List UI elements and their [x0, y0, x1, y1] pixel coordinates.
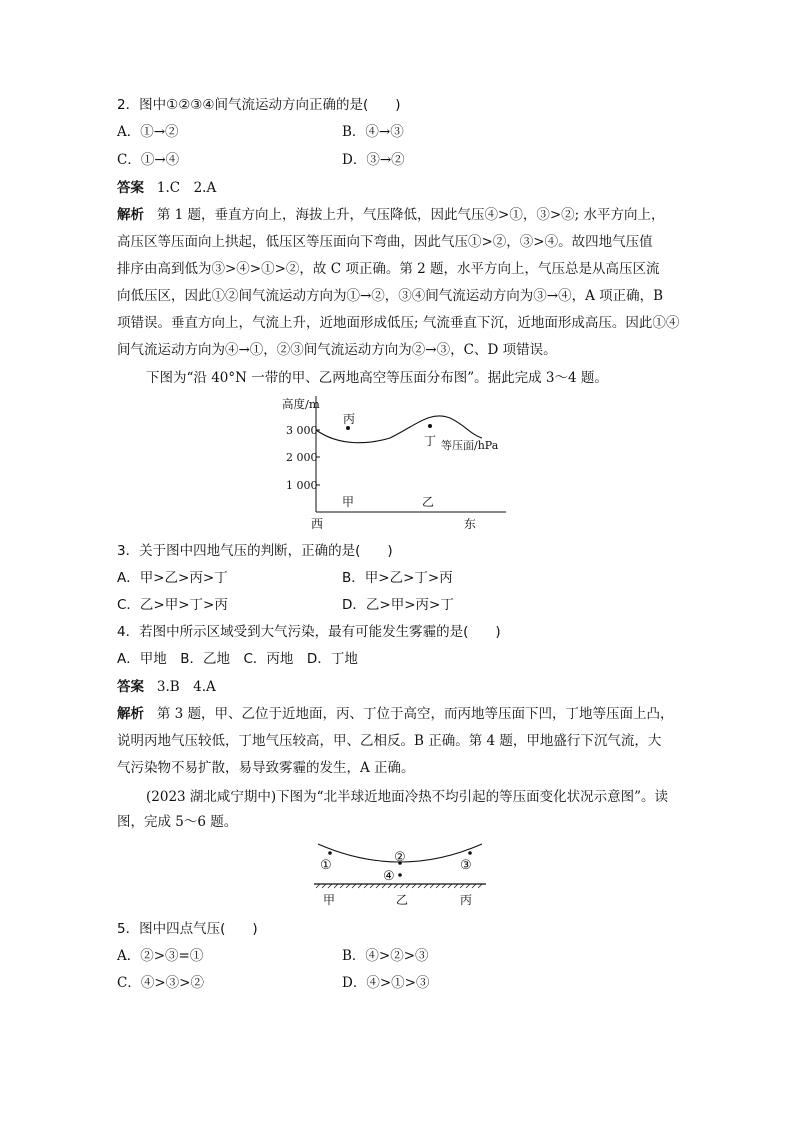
- q2-stem: 2．图中①②③④间气流运动方向正确的是( ): [117, 97, 401, 113]
- q3-option-b: B．甲>乙>丁>丙: [342, 570, 453, 586]
- point-3: [468, 851, 472, 855]
- cold-hot-isobaric-figure: [310, 840, 490, 910]
- q3-option-a: A．甲>乙>丙>丁: [117, 570, 228, 586]
- q5-option-b: B．④>②>③: [342, 948, 429, 964]
- answer-text: 3.B 4.A: [156, 679, 216, 695]
- point-4-label: ④: [383, 869, 395, 884]
- q4-stem: 4．若图中所示区域受到大气污染，最有可能发生雾霾的是( ): [117, 624, 501, 640]
- point-bing: [346, 426, 350, 430]
- point-bing-label: 丙: [343, 412, 356, 426]
- place-jia: 甲: [323, 893, 336, 907]
- explanation-label: 解析: [117, 706, 144, 722]
- point-4: [398, 873, 402, 877]
- q2-option-c: C．①→④: [117, 152, 180, 168]
- q2-option-b: B．④→③: [342, 124, 404, 140]
- isobaric-surface-figure: [280, 392, 520, 534]
- y-tick-2000: 2 000: [286, 451, 318, 464]
- y-tick-1000: 1 000: [286, 479, 318, 492]
- q4-options: A．甲地 B．乙地 C．丙地 D．丁地: [117, 651, 358, 667]
- place-yi: 乙: [396, 893, 409, 907]
- explanation-line: 项错误。垂直方向上，气流上升，近地面形成低压; 气流垂直下沉，近地面形成高压。因此①④: [117, 315, 680, 331]
- q5-option-a: A．②>③=①: [117, 948, 204, 964]
- q5-stem: 5．图中四点气压( ): [117, 921, 258, 937]
- point-ding: [428, 424, 432, 428]
- answer-text: 1.C 2.A: [156, 180, 217, 196]
- q3-option-c: C．乙>甲>丁>丙: [117, 597, 228, 613]
- explanation-line: 排序由高到低为③>④>①>②，故 C 项正确。第 2 题，水平方向上，气压总是从高压区流: [117, 261, 660, 277]
- point-1-label: ①: [320, 858, 332, 873]
- place-bing: 丙: [460, 893, 473, 907]
- point-1: [328, 851, 332, 855]
- y-axis-label: 高度/m: [282, 397, 320, 411]
- explanation-line: 解析 第 3 题，甲、乙位于近地面，丙、丁位于高空，而丙地等压面下凹，丁地等压面上凸，: [117, 706, 674, 722]
- q5-option-c: C．④>③>②: [117, 975, 204, 991]
- ground-yi: 乙: [422, 495, 435, 509]
- explanation-line: 气污染物不易扩散，易导致雾霾的发生，A 正确。: [117, 760, 415, 776]
- q3-stem: 3．关于图中四地气压的判断，正确的是( ): [117, 543, 393, 559]
- point-ding-label: 丁: [424, 434, 437, 448]
- answer-label: 答案: [117, 679, 144, 695]
- q5-option-d: D．④>①>③: [342, 975, 430, 991]
- point-2-label: ②: [394, 850, 406, 865]
- explanation-line: 说明丙地气压较低，丁地气压较高，甲、乙相反。B 正确。第 4 题，甲地盛行下沉气流，大: [117, 733, 662, 749]
- q2-option-d: D．③→②: [342, 152, 405, 168]
- explanation-line: 解析 第 1 题，垂直方向上，海拔上升，气压降低，因此气压④>①，③>②; 水平方向上，: [117, 207, 665, 223]
- explanation-line: 高压区等压面向上拱起，低压区等压面向下弯曲，因此气压①>②，③>④。故四地气压值: [117, 234, 653, 250]
- answer-1-2: [117, 178, 216, 198]
- explanation-line: 间气流运动方向为④→①，②③间气流运动方向为②→③，C、D 项错误。: [117, 342, 557, 358]
- point-3-label: ③: [460, 858, 472, 873]
- ground-jia: 甲: [342, 495, 355, 509]
- y-tick-3000: 3 000: [286, 424, 318, 437]
- answer-label: 答案: [117, 180, 144, 196]
- explanation-line: 向低压区，因此①②间气流运动方向为①→②，③④间气流运动方向为③→④，A 项正确，B: [117, 288, 664, 304]
- east-label: 东: [464, 517, 477, 531]
- intro-5-6-line2: 图，完成 5～6 题。: [117, 814, 238, 830]
- explanation-label: 解析: [117, 207, 144, 223]
- q2-option-a: A．①→②: [117, 124, 179, 140]
- west-label: 西: [311, 517, 324, 531]
- answer-3-4: [117, 677, 216, 697]
- curve-label: 等压面/hPa: [441, 439, 499, 452]
- intro-5-6-line1: (2023 湖北咸宁期中)下图为“北半球近地面冷热不均引起的等压面变化状况示意图”。读: [146, 789, 668, 805]
- intro-3-4: 下图为“沿 40°N 一带的甲、乙两地高空等压面分布图”。据此完成 3～4 题。: [146, 370, 608, 386]
- q3-option-d: D．乙>甲>丙>丁: [342, 597, 454, 613]
